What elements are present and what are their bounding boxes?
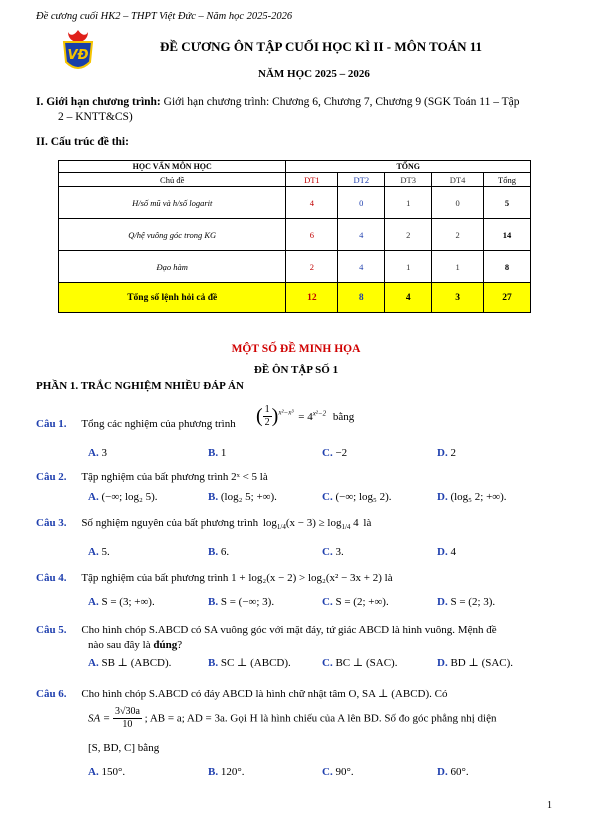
option-d: D. S = (2; 3). bbox=[437, 596, 496, 608]
row-topic: Đạo hàm bbox=[59, 251, 286, 283]
row-topic: Q/hệ vuông góc trong KG bbox=[59, 219, 286, 251]
question-number: Câu 6. bbox=[36, 688, 67, 700]
question-1 bbox=[36, 418, 236, 430]
section-1-text-cont: 2 – KNTT&CS) bbox=[58, 111, 133, 123]
question-text: Số nghiệm nguyên của bất phương trình bbox=[81, 517, 259, 529]
cell: 2 bbox=[286, 251, 338, 283]
question-tail: là bbox=[363, 517, 372, 529]
option-a: A. SB ⊥ (ABCD). bbox=[88, 657, 172, 669]
cell-total: 5 bbox=[484, 187, 531, 219]
option-b: B. (log₂ 5; +∞). bbox=[208, 491, 277, 503]
cell-total: 14 bbox=[484, 219, 531, 251]
header-topic: Chủ đề bbox=[59, 173, 286, 187]
row-topic: H/số mũ và h/số logarit bbox=[59, 187, 286, 219]
cell: 12 bbox=[286, 283, 338, 313]
cell: 6 bbox=[286, 219, 338, 251]
table-header-row-1 bbox=[59, 161, 531, 173]
header-subject: HỌC VẤN MÔN HỌC bbox=[59, 161, 286, 173]
part-title: PHẦN 1. TRẮC NGHIỆM NHIỀU ĐÁP ÁN bbox=[36, 380, 244, 392]
cell: 2 bbox=[432, 219, 484, 251]
cell: 4 bbox=[385, 283, 432, 313]
question-text: Tổng các nghiệm của phương trình bbox=[81, 418, 236, 430]
table-row bbox=[59, 187, 531, 219]
document-subtitle: NĂM HỌC 2025 – 2026 bbox=[258, 68, 370, 80]
cell: 1 bbox=[385, 251, 432, 283]
section-1-label: I. Giới hạn chương trình: bbox=[36, 96, 161, 108]
question-text: Cho hình chóp S.ABCD có SA vuông góc với mặt đáy, tứ giác ABCD là hình vuông. Mệnh đề bbox=[81, 624, 497, 636]
table-row bbox=[59, 251, 531, 283]
option-c: C. −2 bbox=[322, 447, 348, 459]
section-2-label: II. Cấu trúc đề thi: bbox=[36, 136, 129, 148]
table-total-row bbox=[59, 283, 531, 313]
option-b: B. 1 bbox=[208, 447, 227, 459]
option-c: C. (−∞; log₅ 2). bbox=[322, 491, 392, 503]
cell: 3 bbox=[432, 283, 484, 313]
cell-total: 27 bbox=[484, 283, 531, 313]
header-dt2: DT2 bbox=[338, 173, 385, 187]
cell: 1 bbox=[385, 187, 432, 219]
option-a: A. (−∞; log₂ 5). bbox=[88, 491, 158, 503]
section-1 bbox=[36, 96, 520, 108]
question-4 bbox=[36, 572, 393, 584]
option-d: D. (log₅ 2; +∞). bbox=[437, 491, 507, 503]
cell: 8 bbox=[338, 283, 385, 313]
logo-lettering: VĐ bbox=[67, 48, 89, 63]
question-5-cont: nào sau đây là đúng? bbox=[88, 639, 183, 651]
cell: 4 bbox=[286, 187, 338, 219]
illustration-heading: MỘT SỐ ĐỀ MINH HỌA bbox=[231, 343, 361, 355]
option-b: B. S = (−∞; 3). bbox=[208, 596, 275, 608]
cell: 0 bbox=[432, 187, 484, 219]
question-number: Câu 3. bbox=[36, 517, 67, 529]
section-1-text: Giới hạn chương trình: Chương 6, Chương 7, Chương 9 (SGK Toán 11 – Tập bbox=[163, 96, 520, 108]
question-6 bbox=[36, 687, 447, 700]
option-c: C. S = (2; +∞). bbox=[322, 596, 389, 608]
question-text: Tập nghiệm của bất phương trình 1 + log₂(x − 2) > log₂(x² − 3x + 2) là bbox=[81, 572, 393, 584]
page-number: 1 bbox=[547, 800, 552, 811]
question-2 bbox=[36, 471, 268, 483]
option-c: C. 3. bbox=[322, 546, 344, 558]
option-a: A. 150°. bbox=[88, 766, 126, 778]
option-a: A. 3 bbox=[88, 447, 107, 459]
cell: 0 bbox=[338, 187, 385, 219]
question-number: Câu 2. bbox=[36, 471, 67, 483]
cell: 4 bbox=[338, 251, 385, 283]
exam-structure-table bbox=[58, 160, 531, 313]
question-5 bbox=[36, 624, 497, 636]
question-6-line3: [S, BD, C] bằng bbox=[88, 742, 160, 754]
cell: 4 bbox=[338, 219, 385, 251]
question-6-line2: SA = $\frac{3√30a}{10}$ ; AB = a; AD = 3a. Gọi H là hình chiếu của A lên BD. Số đo góc phẳng nhị diện bbox=[88, 706, 497, 730]
option-a: A. 5. bbox=[88, 546, 110, 558]
school-logo bbox=[58, 28, 98, 76]
table-row bbox=[59, 219, 531, 251]
cell: 1 bbox=[432, 251, 484, 283]
option-c: C. BC ⊥ (SAC). bbox=[322, 657, 398, 669]
question-number: Câu 4. bbox=[36, 572, 67, 584]
option-d: D. BD ⊥ (SAC). bbox=[437, 657, 514, 669]
question-text: Tập nghiệm của bất phương trình 2ˣ < 5 là bbox=[81, 471, 268, 483]
question-tail: bằng bbox=[332, 410, 355, 423]
exam-title: ĐỀ ÔN TẬP SỐ 1 bbox=[253, 364, 339, 376]
option-d: D. 60°. bbox=[437, 766, 469, 778]
option-a: A. S = (3; +∞). bbox=[88, 596, 155, 608]
question-number: Câu 5. bbox=[36, 624, 67, 636]
table-header-row-2 bbox=[59, 173, 531, 187]
option-b: B. SC ⊥ (ABCD). bbox=[208, 657, 291, 669]
header-total-group: TỔNG bbox=[286, 161, 531, 173]
question-number: Câu 1. bbox=[36, 418, 67, 430]
header-dt4: DT4 bbox=[432, 173, 484, 187]
header-note: Đề cương cuối HK2 – THPT Việt Đức – Năm học 2025-2026 bbox=[36, 11, 293, 22]
option-d: D. 2 bbox=[437, 447, 456, 459]
cell: 2 bbox=[385, 219, 432, 251]
option-c: C. 90°. bbox=[322, 766, 354, 778]
header-dt1: DT1 bbox=[286, 173, 338, 187]
header-dt3: DT3 bbox=[385, 173, 432, 187]
cell-total: 8 bbox=[484, 251, 531, 283]
question-3: Câu 3. Số nghiệm nguyên của bất phương trình $\log_{1/4}(x - 3) \ge \log_{1/4} 4$ là bbox=[36, 517, 372, 532]
total-label: Tổng số lệnh hỏi cả đề bbox=[59, 283, 286, 313]
option-b: B. 6. bbox=[208, 546, 230, 558]
question-1-formula: ( $\frac{1}{2}$ )$^{x^2-x^3} = 4^{x^2-2}$ bằng bbox=[256, 404, 355, 428]
document-title: ĐỀ CƯƠNG ÔN TẬP CUỐI HỌC KÌ II - MÔN TOÁN 11 bbox=[160, 39, 483, 54]
option-b: B. 120°. bbox=[208, 766, 245, 778]
option-d: D. 4 bbox=[437, 546, 456, 558]
question-text: Cho hình chóp S.ABCD có đáy ABCD là hình chữ nhật tâm O, SA ⊥ (ABCD). Có bbox=[81, 688, 448, 700]
header-total: Tổng bbox=[484, 173, 531, 187]
